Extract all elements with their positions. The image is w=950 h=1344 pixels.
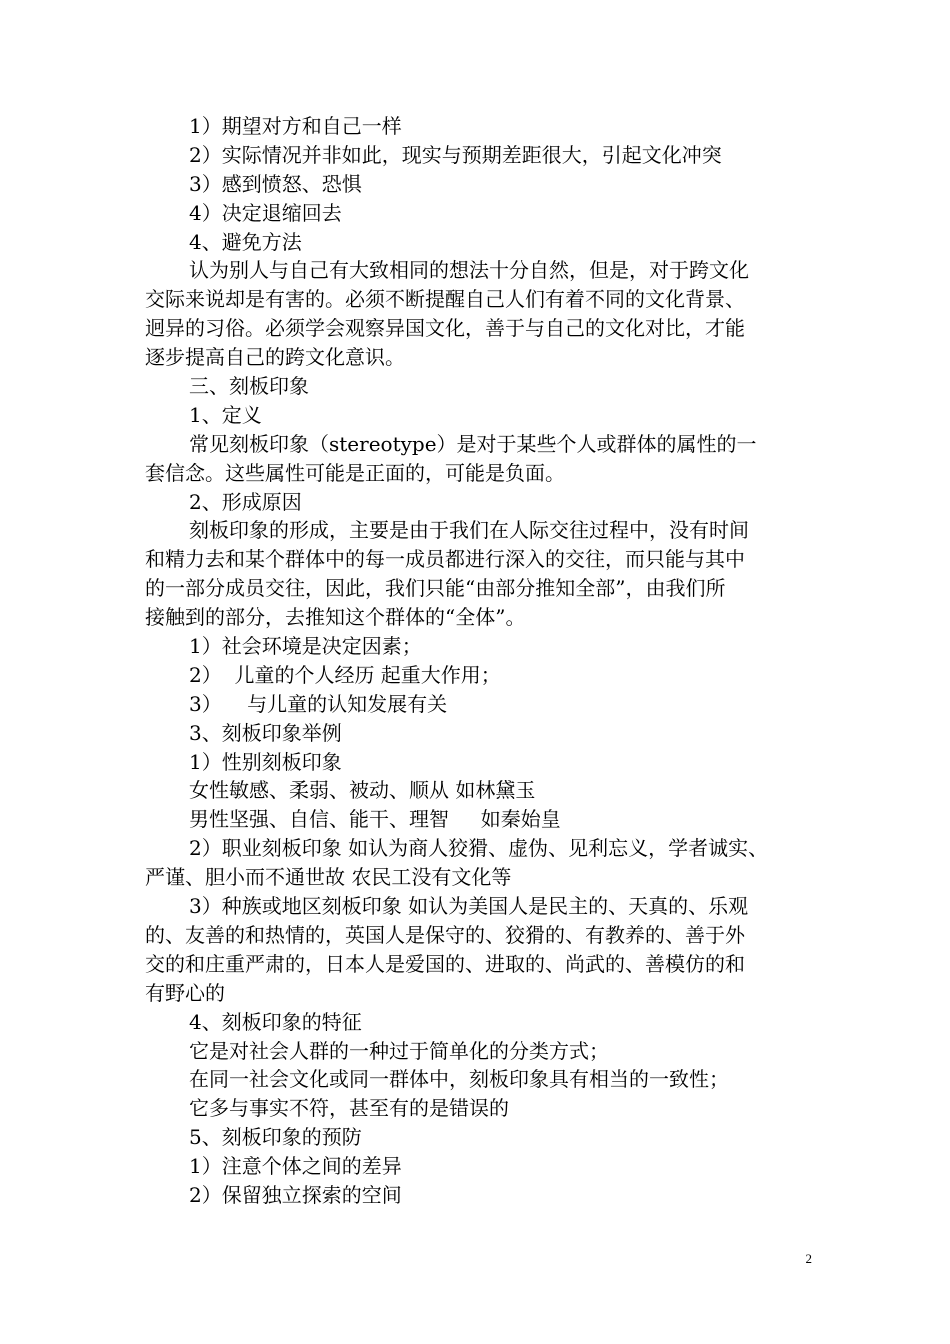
text-line: 有野心的 [145,980,225,1005]
page-number: 2 [805,1251,812,1266]
text-line: 交的和庄重严肃的，日本人是爱国的、进取的、尚武的、善模仿的和 [145,951,745,976]
text-line: 严谨、胆小而不通世故 农民工没有文化等 [145,865,512,890]
text-line: 女性敏感、柔弱、被动、顺从 如林黛玉 [189,778,536,803]
text-line: 1）社会环境是决定因素； [189,634,422,659]
text-line: 2、形成原因 [189,489,302,514]
text-line: 1）注意个体之间的差异 [189,1154,402,1179]
text-line: 接触到的部分，去推知这个群体的“全体”。 [145,605,526,630]
text-line: 5、刻板印象的预防 [189,1125,362,1150]
text-line: 2）职业刻板印象 如认为商人狡猾、虚伪、见利忘义，学者诚实、 [189,836,769,861]
text-line: 它多与事实不符，甚至有的是错误的 [189,1096,509,1121]
text-line: 三、刻板印象 [189,374,309,399]
text-line: 3、刻板印象举例 [189,720,342,745]
text-line: 3）种族或地区刻板印象 如认为美国人是民主的、天真的、乐观 [189,894,749,919]
text-line: 和精力去和某个群体中的每一成员都进行深入的交往，而只能与其中 [145,547,745,572]
text-line: 常见刻板印象（stereotype）是对于某些个人或群体的属性的一 [189,431,757,456]
text-line: 认为别人与自己有大致相同的想法十分自然，但是，对于跨文化 [189,258,749,283]
text-line: 迥异的习俗。必须学会观察异国文化，善于与自己的文化对比，才能 [145,316,745,341]
text-line: 4、避免方法 [189,229,302,254]
text-line: 3）感到愤怒、恐惧 [189,171,362,196]
text-line: 交际来说却是有害的。必须不断提醒自己人们有着不同的文化背景、 [145,287,745,312]
text-line: 4）决定退缩回去 [189,200,342,225]
text-line: 1）性别刻板印象 [189,749,342,774]
text-line: 1、定义 [189,402,262,427]
text-line: 套信念。这些属性可能是正面的，可能是负面。 [145,460,565,485]
text-line: 的、友善的和热情的，英国人是保守的、狡猾的、有教养的、善于外 [145,922,745,947]
text-line: 3） 与儿童的认知发展有关 [189,691,448,716]
text-line: 男性坚强、自信、能干、理智 如秦始皇 [189,807,561,832]
text-line: 2）保留独立探索的空间 [189,1182,402,1207]
text-line: 逐步提高自己的跨文化意识。 [145,345,405,370]
text-line: 1）期望对方和自己一样 [189,114,402,138]
text-line: 在同一社会文化或同一群体中，刻板印象具有相当的一致性； [189,1067,729,1092]
text-line: 4、刻板印象的特征 [189,1009,362,1034]
text-line: 它是对社会人群的一种过于简单化的分类方式； [189,1038,609,1063]
text-line: 2）实际情况并非如此，现实与预期差距很大，引起文化冲突 [189,142,722,167]
text-line: 刻板印象的形成，主要是由于我们在人际交往过程中，没有时间 [189,518,749,543]
text-line: 的一部分成员交往，因此，我们只能“由部分推知全部”，由我们所 [145,576,726,601]
text-line: 2） 儿童的个人经历 起重大作用； [189,662,501,687]
document-body [145,112,810,1210]
